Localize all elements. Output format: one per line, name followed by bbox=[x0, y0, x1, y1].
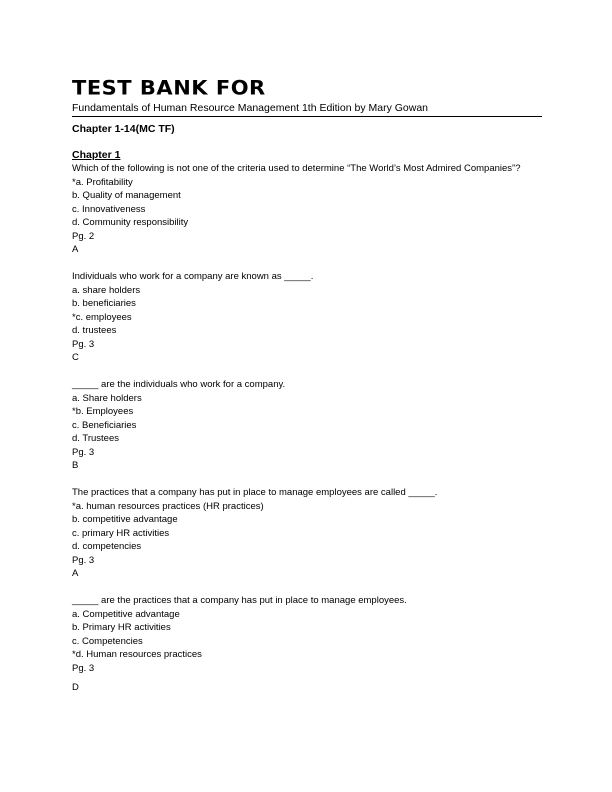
document-page bbox=[72, 78, 542, 695]
answer-option: a. share holders bbox=[72, 284, 141, 296]
question-item bbox=[72, 378, 542, 473]
document-subtitle: Fundamentals of Human Resource Management 1th Edition by Mary Gowan bbox=[72, 101, 542, 117]
answer-option: c. Beneficiaries bbox=[72, 419, 137, 431]
answer-option: *d. Human resources practices bbox=[72, 649, 202, 660]
answer-option: c. Competencies bbox=[72, 635, 143, 647]
question-item bbox=[72, 270, 542, 365]
answer-option: b. competitive advantage bbox=[72, 514, 178, 525]
document-title: TEST BANK FOR bbox=[72, 77, 266, 100]
chapter-range-label: Chapter 1-14(MC TF) bbox=[72, 123, 175, 135]
correct-answer: D bbox=[72, 682, 79, 693]
answer-option: *a. human resources practices (HR practices) bbox=[72, 500, 264, 512]
correct-answer: A bbox=[72, 244, 79, 255]
question-text: _____ are the practices that a company has put in place to manage employees. bbox=[72, 595, 407, 606]
question-text: Individuals who work for a company are known as _____. bbox=[72, 271, 314, 282]
question-item bbox=[72, 486, 542, 581]
question-text: The practices that a company has put in place to manage employees are called _____. bbox=[72, 487, 438, 498]
chapter-heading: Chapter 1 bbox=[72, 149, 121, 161]
answer-option: d. Community responsibility bbox=[72, 217, 189, 228]
page-reference: Pg. 3 bbox=[72, 338, 95, 350]
answer-option: a. Competitive advantage bbox=[72, 608, 180, 620]
answer-option: a. Share holders bbox=[72, 392, 142, 404]
answer-option: b. Quality of management bbox=[72, 190, 181, 201]
page-reference: Pg. 3 bbox=[72, 554, 95, 566]
question-text: Which of the following is not one of the criteria used to determine “The World’s Most Admired Companies”? bbox=[72, 163, 521, 174]
correct-answer: A bbox=[72, 568, 79, 579]
answer-option: *b. Employees bbox=[72, 406, 134, 417]
question-item bbox=[72, 594, 542, 695]
correct-answer: C bbox=[72, 352, 79, 363]
answer-option: b. beneficiaries bbox=[72, 298, 136, 309]
answer-option: *c. employees bbox=[72, 311, 132, 323]
answer-option: *a. Profitability bbox=[72, 176, 133, 188]
correct-answer: B bbox=[72, 460, 79, 471]
answer-option: d. Trustees bbox=[72, 433, 119, 444]
question-list bbox=[72, 162, 542, 695]
page-reference: Pg. 2 bbox=[72, 230, 95, 242]
page-reference: Pg. 3 bbox=[72, 446, 95, 458]
answer-option: c. primary HR activities bbox=[72, 527, 170, 539]
page-reference: Pg. 3 bbox=[72, 662, 95, 674]
question-text: _____ are the individuals who work for a company. bbox=[72, 379, 286, 390]
answer-option: d. trustees bbox=[72, 325, 117, 336]
answer-option: d. competencies bbox=[72, 541, 142, 552]
question-item bbox=[72, 162, 542, 257]
answer-option: b. Primary HR activities bbox=[72, 622, 171, 633]
answer-option: c. Innovativeness bbox=[72, 203, 146, 215]
